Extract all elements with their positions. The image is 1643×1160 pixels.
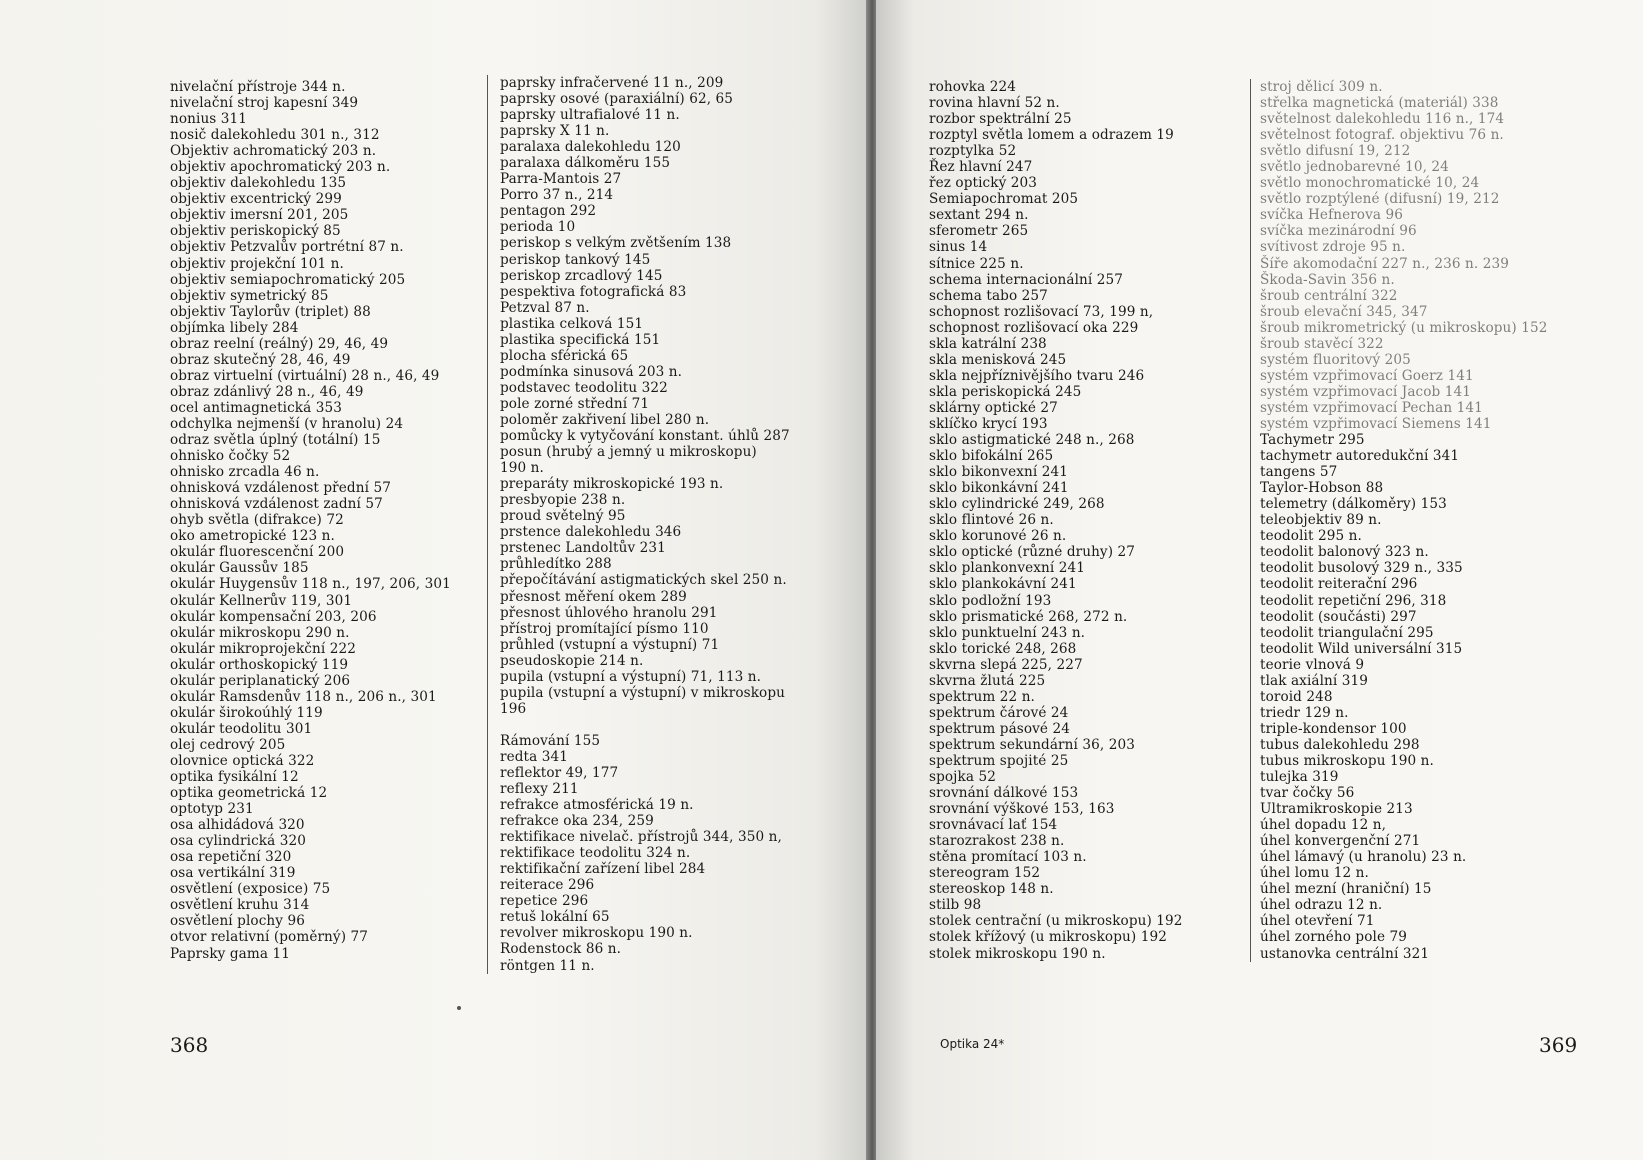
index-entry: nosič dalekohledu 301 n., 312 — [170, 127, 380, 144]
index-entry: rektifikační zařízení libel 284 — [500, 861, 706, 878]
index-entry: systém vzpřimovací Pechan 141 — [1260, 399, 1483, 416]
index-entry: odraz světla úplný (totální) 15 — [170, 432, 381, 449]
index-entry: skla menisková 245 — [929, 351, 1067, 368]
index-entry: objektiv semiapochromatický 205 — [170, 271, 406, 288]
index-entry: teorie vlnová 9 — [1260, 656, 1365, 673]
index-entry: sferometr 265 — [929, 223, 1029, 240]
index-entry: tulejka 319 — [1260, 769, 1339, 786]
index-entry: periskop tankový 145 — [500, 251, 651, 268]
index-entry: schema internacionální 257 — [929, 271, 1123, 288]
index-entry: ocel antimagnetická 353 — [170, 399, 343, 416]
index-entry: úhel konvergenční 271 — [1260, 833, 1421, 850]
index-entry: úhel zorného pole 79 — [1260, 929, 1408, 946]
index-entry: olej cedrový 205 — [170, 736, 286, 753]
index-entry: okulár mikroskopu 290 n. — [170, 624, 350, 641]
index-entry: paprsky osové (paraxiální) 62, 65 — [500, 91, 734, 108]
signature-mark: Optika 24* — [940, 1037, 1005, 1051]
index-entry: světlo jednobarevné 10, 24 — [1260, 159, 1449, 176]
index-entry: průhledítko 288 — [500, 556, 612, 573]
index-entry: Semiapochromat 205 — [929, 191, 1079, 208]
index-entry: prstenec Landoltův 231 — [500, 540, 666, 557]
index-entry: šroub elevační 345, 347 — [1260, 303, 1428, 320]
index-entry: sklo torické 248, 268 — [929, 640, 1077, 657]
index-entry: sklíčko krycí 193 — [929, 415, 1048, 432]
index-entry: sítnice 225 n. — [929, 255, 1024, 272]
index-entry: 196 — [500, 700, 527, 717]
index-entry: ohnisko zrcadla 46 n. — [170, 464, 320, 481]
index-entry: stereoskop 148 n. — [929, 881, 1054, 898]
index-entry: Rámování 155 — [500, 732, 601, 749]
index-entry: teodolit busolový 329 n., 335 — [1260, 560, 1463, 577]
index-entry: okulár širokoúhlý 119 — [170, 704, 323, 721]
index-entry: pole zorné střední 71 — [500, 395, 650, 412]
index-entry: paprsky X 11 n. — [500, 123, 610, 140]
index-entry: preparáty mikroskopické 193 n. — [500, 476, 724, 493]
index-entry: presbyopie 238 n. — [500, 492, 626, 509]
index-entry: stolek centrační (u mikroskopu) 192 — [929, 913, 1183, 930]
index-entry: objektiv Taylorův (triplet) 88 — [170, 303, 371, 320]
index-entry: srovnávací lať 154 — [929, 817, 1058, 834]
index-entry: přístroj promítající písmo 110 — [500, 620, 709, 637]
index-entry: spektrum spojité 25 — [929, 752, 1069, 769]
index-entry: objektiv excentrický 299 — [170, 191, 342, 208]
index-entry: sklo podložní 193 — [929, 592, 1052, 609]
index-entry: svíčka mezinárodní 96 — [1260, 223, 1417, 240]
index-entry: objektiv imersní 201, 205 — [170, 207, 349, 224]
index-entry — [500, 717, 790, 733]
index-entry: nivelační stroj kapesní 349 — [170, 95, 359, 112]
index-entry: stolek křížový (u mikroskopu) 192 — [929, 929, 1167, 946]
index-entry: rektifikace teodolitu 324 n. — [500, 845, 691, 862]
index-entry: objektiv symetrický 85 — [170, 287, 329, 304]
index-entry: úhel mezní (hraniční) 15 — [1260, 881, 1432, 898]
index-entry: osvětlení kruhu 314 — [170, 897, 310, 914]
index-entry: sklo plankokávní 241 — [929, 576, 1077, 593]
index-entry: systém vzpřimovací Jacob 141 — [1260, 383, 1472, 400]
index-entry: úhel lámavý (u hranolu) 23 n. — [1260, 849, 1467, 866]
index-entry: sextant 294 n. — [929, 207, 1029, 224]
index-entry: šroub stavěcí 322 — [1260, 335, 1384, 352]
index-entry: tangens 57 — [1260, 464, 1338, 481]
index-entry: optotyp 231 — [170, 801, 254, 818]
index-entry: spektrum čárové 24 — [929, 704, 1069, 721]
index-entry: Řez hlavní 247 — [929, 159, 1033, 176]
index-entry: tvar čočky 56 — [1260, 785, 1355, 802]
index-entry: röntgen 11 n. — [500, 957, 595, 974]
index-entry: spektrum pásové 24 — [929, 720, 1070, 737]
index-entry: schopnost rozlišovací oka 229 — [929, 319, 1139, 336]
ink-speck — [457, 1006, 461, 1010]
index-entry: periskop zrcadlový 145 — [500, 267, 663, 284]
index-entry: sinus 14 — [929, 239, 988, 256]
index-entry: podstavec teodolitu 322 — [500, 379, 668, 396]
index-entry: svítivost zdroje 95 n. — [1260, 239, 1406, 256]
index-entry: sklo bifokální 265 — [929, 448, 1054, 465]
index-entry: osa alhidádová 320 — [170, 817, 305, 834]
index-column-left-1 — [170, 79, 451, 962]
index-entry: Parra-Mantois 27 — [500, 171, 622, 188]
index-entry: světlo monochromatické 10, 24 — [1260, 175, 1480, 192]
index-entry: teleobjektiv 89 n. — [1260, 512, 1382, 529]
index-column-right-2 — [1250, 79, 1547, 962]
index-entry: skla periskopická 245 — [929, 383, 1082, 400]
index-entry: okulár Huygensův 118 n., 197, 206, 301 — [170, 576, 451, 593]
index-entry: sklo prismatické 268, 272 n. — [929, 608, 1128, 625]
index-entry: rovina hlavní 52 n. — [929, 95, 1060, 112]
index-entry: toroid 248 — [1260, 688, 1333, 705]
index-entry: objektiv periskopický 85 — [170, 223, 341, 240]
index-entry: paralaxa dálkoměru 155 — [500, 155, 671, 172]
index-entry: sklo plankonvexní 241 — [929, 560, 1086, 577]
index-entry: stereogram 152 — [929, 865, 1041, 882]
index-entry: šroub centrální 322 — [1260, 287, 1398, 304]
index-entry: střelka magnetická (materiál) 338 — [1260, 95, 1499, 112]
right-page — [876, 0, 1643, 1160]
index-entry: reiterace 296 — [500, 877, 595, 894]
index-entry: rohovka 224 — [929, 79, 1017, 95]
index-entry: tlak axiální 319 — [1260, 672, 1369, 689]
index-entry: osvětlení plochy 96 — [170, 913, 305, 930]
index-entry: skla katrální 238 — [929, 335, 1047, 352]
index-entry: Rodenstock 86 n. — [500, 941, 622, 958]
index-entry: ohnisko čočky 52 — [170, 448, 291, 465]
index-entry: objektiv dalekohledu 135 — [170, 175, 347, 192]
index-column-left-2 — [487, 75, 790, 974]
index-entry: systém fluoritový 205 — [1260, 351, 1411, 368]
index-entry: obraz reelní (reálný) 29, 46, 49 — [170, 335, 389, 352]
index-entry: objímka libely 284 — [170, 319, 299, 336]
index-entry: srovnání dálkové 153 — [929, 785, 1079, 802]
index-entry: rektifikace nivelač. přístrojů 344, 350 n, — [500, 829, 782, 846]
index-entry: teodolit balonový 323 n. — [1260, 544, 1429, 561]
index-entry: okulár Kellnerův 119, 301 — [170, 592, 353, 609]
index-entry: tubus mikroskopu 190 n. — [1260, 752, 1434, 769]
index-entry: stroj dělicí 309 n. — [1260, 79, 1383, 95]
page-number-left: 368 — [170, 1033, 209, 1057]
index-entry: světelnost dalekohledu 116 n., 174 — [1260, 111, 1505, 128]
index-entry: spektrum 22 n. — [929, 688, 1035, 705]
index-entry: repetice 296 — [500, 893, 589, 910]
index-entry: teodolit repetiční 296, 318 — [1260, 592, 1447, 609]
index-entry: paprsky infračervené 11 n., 209 — [500, 75, 724, 91]
index-entry: Paprsky gama 11 — [170, 945, 290, 962]
index-entry: rozbor spektrální 25 — [929, 111, 1072, 128]
index-entry: teodolit 295 n. — [1260, 528, 1362, 545]
index-entry: triple-kondensor 100 — [1260, 720, 1407, 737]
index-entry: reflexy 211 — [500, 781, 579, 798]
index-entry: posun (hrubý a jemný u mikroskopu) — [500, 444, 757, 461]
index-entry: periskop s velkým zvětšením 138 — [500, 235, 732, 252]
index-entry: sklo flintové 26 n. — [929, 512, 1054, 529]
index-entry: sklo korunové 26 n. — [929, 528, 1067, 545]
index-entry: telemetry (dálkoměry) 153 — [1260, 496, 1447, 513]
index-entry: ustanovka centrální 321 — [1260, 945, 1430, 962]
index-entry: Objektiv achromatický 203 n. — [170, 143, 377, 160]
index-entry: revolver mikroskopu 190 n. — [500, 925, 693, 942]
index-entry: perioda 10 — [500, 219, 576, 236]
index-entry: Porro 37 n., 214 — [500, 187, 614, 204]
index-entry: sklárny optické 27 — [929, 399, 1058, 416]
index-entry: plastika specifická 151 — [500, 331, 661, 348]
index-entry: pseudoskopie 214 n. — [500, 652, 644, 669]
index-entry: přepočítávání astigmatických skel 250 n. — [500, 572, 787, 589]
index-entry: Škoda-Savin 356 n. — [1260, 271, 1395, 288]
index-entry: spektrum sekundární 36, 203 — [929, 736, 1135, 753]
index-entry: osa cylindrická 320 — [170, 833, 306, 850]
index-entry: spojka 52 — [929, 769, 996, 786]
index-entry: prstence dalekohledu 346 — [500, 524, 682, 541]
index-entry: světlo difusní 19, 212 — [1260, 143, 1411, 160]
index-entry: stěna promítací 103 n. — [929, 849, 1087, 866]
index-entry: úhel odrazu 12 n. — [1260, 897, 1383, 914]
index-entry: objektiv Petzvalův portrétní 87 n. — [170, 239, 404, 256]
index-entry: obraz zdánlivý 28 n., 46, 49 — [170, 383, 364, 400]
index-entry: optika fysikální 12 — [170, 769, 299, 786]
index-entry: ohyb světla (difrakce) 72 — [170, 512, 344, 529]
index-entry: redta 341 — [500, 748, 568, 765]
index-entry: osvětlení (exposice) 75 — [170, 881, 331, 898]
index-entry: Taylor-Hobson 88 — [1260, 480, 1384, 497]
index-entry: oko ametropické 123 n. — [170, 528, 335, 545]
page-number-right: 369 — [1539, 1033, 1578, 1057]
index-entry: pomůcky k vytyčování konstant. úhlů 287 — [500, 428, 790, 445]
index-entry: přesnost měření okem 289 — [500, 588, 687, 605]
index-entry: retuš lokální 65 — [500, 909, 610, 926]
index-entry: srovnání výškové 153, 163 — [929, 801, 1115, 818]
index-entry: okulár orthoskopický 119 — [170, 656, 349, 673]
index-entry: okulár Gaussův 185 — [170, 560, 309, 577]
index-entry: světelnost fotograf. objektivu 76 n. — [1260, 127, 1504, 144]
index-entry: úhel otevření 71 — [1260, 913, 1375, 930]
index-entry: schema tabo 257 — [929, 287, 1048, 304]
index-entry: poloměr zakřivení libel 280 n. — [500, 411, 710, 428]
index-entry: skvrna žlutá 225 — [929, 672, 1046, 689]
index-entry: sklo cylindrické 249, 268 — [929, 496, 1105, 513]
index-entry: skvrna slepá 225, 227 — [929, 656, 1083, 673]
index-entry: stilb 98 — [929, 897, 982, 914]
index-entry: podmínka sinusová 203 n. — [500, 363, 683, 380]
index-entry: objektiv projekční 101 n. — [170, 255, 344, 272]
index-entry: reflektor 49, 177 — [500, 764, 619, 781]
index-entry: sklo optické (různé druhy) 27 — [929, 544, 1136, 561]
index-entry: pupila (vstupní a výstupní) v mikroskopu — [500, 684, 786, 701]
index-entry: sklo bikonvexní 241 — [929, 464, 1068, 481]
index-entry: sklo punktuelní 243 n. — [929, 624, 1086, 641]
index-entry: odchylka nejmenší (v hranolu) 24 — [170, 415, 404, 432]
index-entry: otvor relativní (poměrný) 77 — [170, 929, 369, 946]
index-entry: triedr 129 n. — [1260, 704, 1349, 721]
index-entry: systém vzpřimovací Siemens 141 — [1260, 415, 1492, 432]
index-entry: refrakce atmosférická 19 n. — [500, 797, 694, 814]
index-entry: skla nejpříznivějšího tvaru 246 — [929, 367, 1145, 384]
index-entry: šroub mikrometrický (u mikroskopu) 152 — [1260, 319, 1548, 336]
index-entry: pespektiva fotografická 83 — [500, 283, 687, 300]
index-entry: průhled (vstupní a výstupní) 71 — [500, 636, 720, 653]
index-entry: okulár teodolitu 301 — [170, 720, 313, 737]
index-entry: světlo rozptýlené (difusní) 19, 212 — [1260, 191, 1500, 208]
index-entry: teodolit reiterační 296 — [1260, 576, 1418, 593]
index-entry: optika geometrická 12 — [170, 785, 328, 802]
index-entry: paralaxa dalekohledu 120 — [500, 139, 681, 156]
index-entry: obraz skutečný 28, 46, 49 — [170, 351, 351, 368]
index-entry: rozptyl světla lomem a odrazem 19 — [929, 127, 1174, 144]
index-entry: teodolit (součásti) 297 — [1260, 608, 1417, 625]
index-entry: okulár periplanatický 206 — [170, 672, 351, 689]
index-entry: plocha sférická 65 — [500, 347, 629, 364]
index-entry: proud světelný 95 — [500, 508, 626, 525]
index-entry: ohnisková vzdálenost zadní 57 — [170, 496, 383, 513]
index-entry: pentagon 292 — [500, 203, 597, 220]
index-entry: úhel lomu 12 n. — [1260, 865, 1369, 882]
index-entry: refrakce oka 234, 259 — [500, 813, 654, 830]
index-entry: ohnisková vzdálenost přední 57 — [170, 480, 391, 497]
index-entry: Tachymetr 295 — [1260, 432, 1365, 449]
index-entry: osa vertikální 319 — [170, 865, 296, 882]
index-entry: pupila (vstupní a výstupní) 71, 113 n. — [500, 668, 762, 685]
index-entry: plastika celková 151 — [500, 315, 644, 332]
index-entry: osa repetiční 320 — [170, 849, 292, 866]
index-entry: okulár kompensační 203, 206 — [170, 608, 377, 625]
index-entry: teodolit Wild universální 315 — [1260, 640, 1463, 657]
index-entry: obraz virtuelní (virtuální) 28 n., 46, 49 — [170, 367, 440, 384]
index-column-right-1 — [929, 79, 1183, 962]
index-entry: paprsky ultrafialové 11 n. — [500, 107, 680, 124]
index-entry: nonius 311 — [170, 111, 248, 128]
index-entry: stolek mikroskopu 190 n. — [929, 945, 1106, 962]
index-entry: Šíře akomodační 227 n., 236 n. 239 — [1260, 255, 1509, 272]
index-entry: nivelační přístroje 344 n. — [170, 79, 346, 95]
index-entry: úhel dopadu 12 n, — [1260, 817, 1387, 834]
index-entry: okulár fluorescenční 200 — [170, 544, 345, 561]
index-entry: sklo astigmatické 248 n., 268 — [929, 432, 1135, 449]
index-entry: svíčka Hefnerova 96 — [1260, 207, 1403, 224]
index-entry: sklo bikonkávní 241 — [929, 480, 1069, 497]
index-entry: starozrakost 238 n. — [929, 833, 1065, 850]
index-entry: tachymetr autoredukční 341 — [1260, 448, 1460, 465]
index-entry: tubus dalekohledu 298 — [1260, 736, 1420, 753]
index-entry: okulár Ramsdenův 118 n., 206 n., 301 — [170, 688, 437, 705]
index-entry: objektiv apochromatický 203 n. — [170, 159, 391, 176]
index-entry: Ultramikroskopie 213 — [1260, 801, 1413, 818]
index-entry: Petzval 87 n. — [500, 299, 590, 316]
index-entry: přesnost úhlového hranolu 291 — [500, 604, 718, 621]
index-entry: olovnice optická 322 — [170, 752, 315, 769]
index-entry: schopnost rozlišovací 73, 199 n, — [929, 303, 1154, 320]
index-entry: 190 n. — [500, 460, 544, 477]
index-entry: okulár mikroprojekční 222 — [170, 640, 356, 657]
index-entry: řez optický 203 — [929, 175, 1038, 192]
index-entry: systém vzpřimovací Goerz 141 — [1260, 367, 1474, 384]
index-entry: rozptylka 52 — [929, 143, 1017, 160]
index-entry: teodolit triangulační 295 — [1260, 624, 1434, 641]
